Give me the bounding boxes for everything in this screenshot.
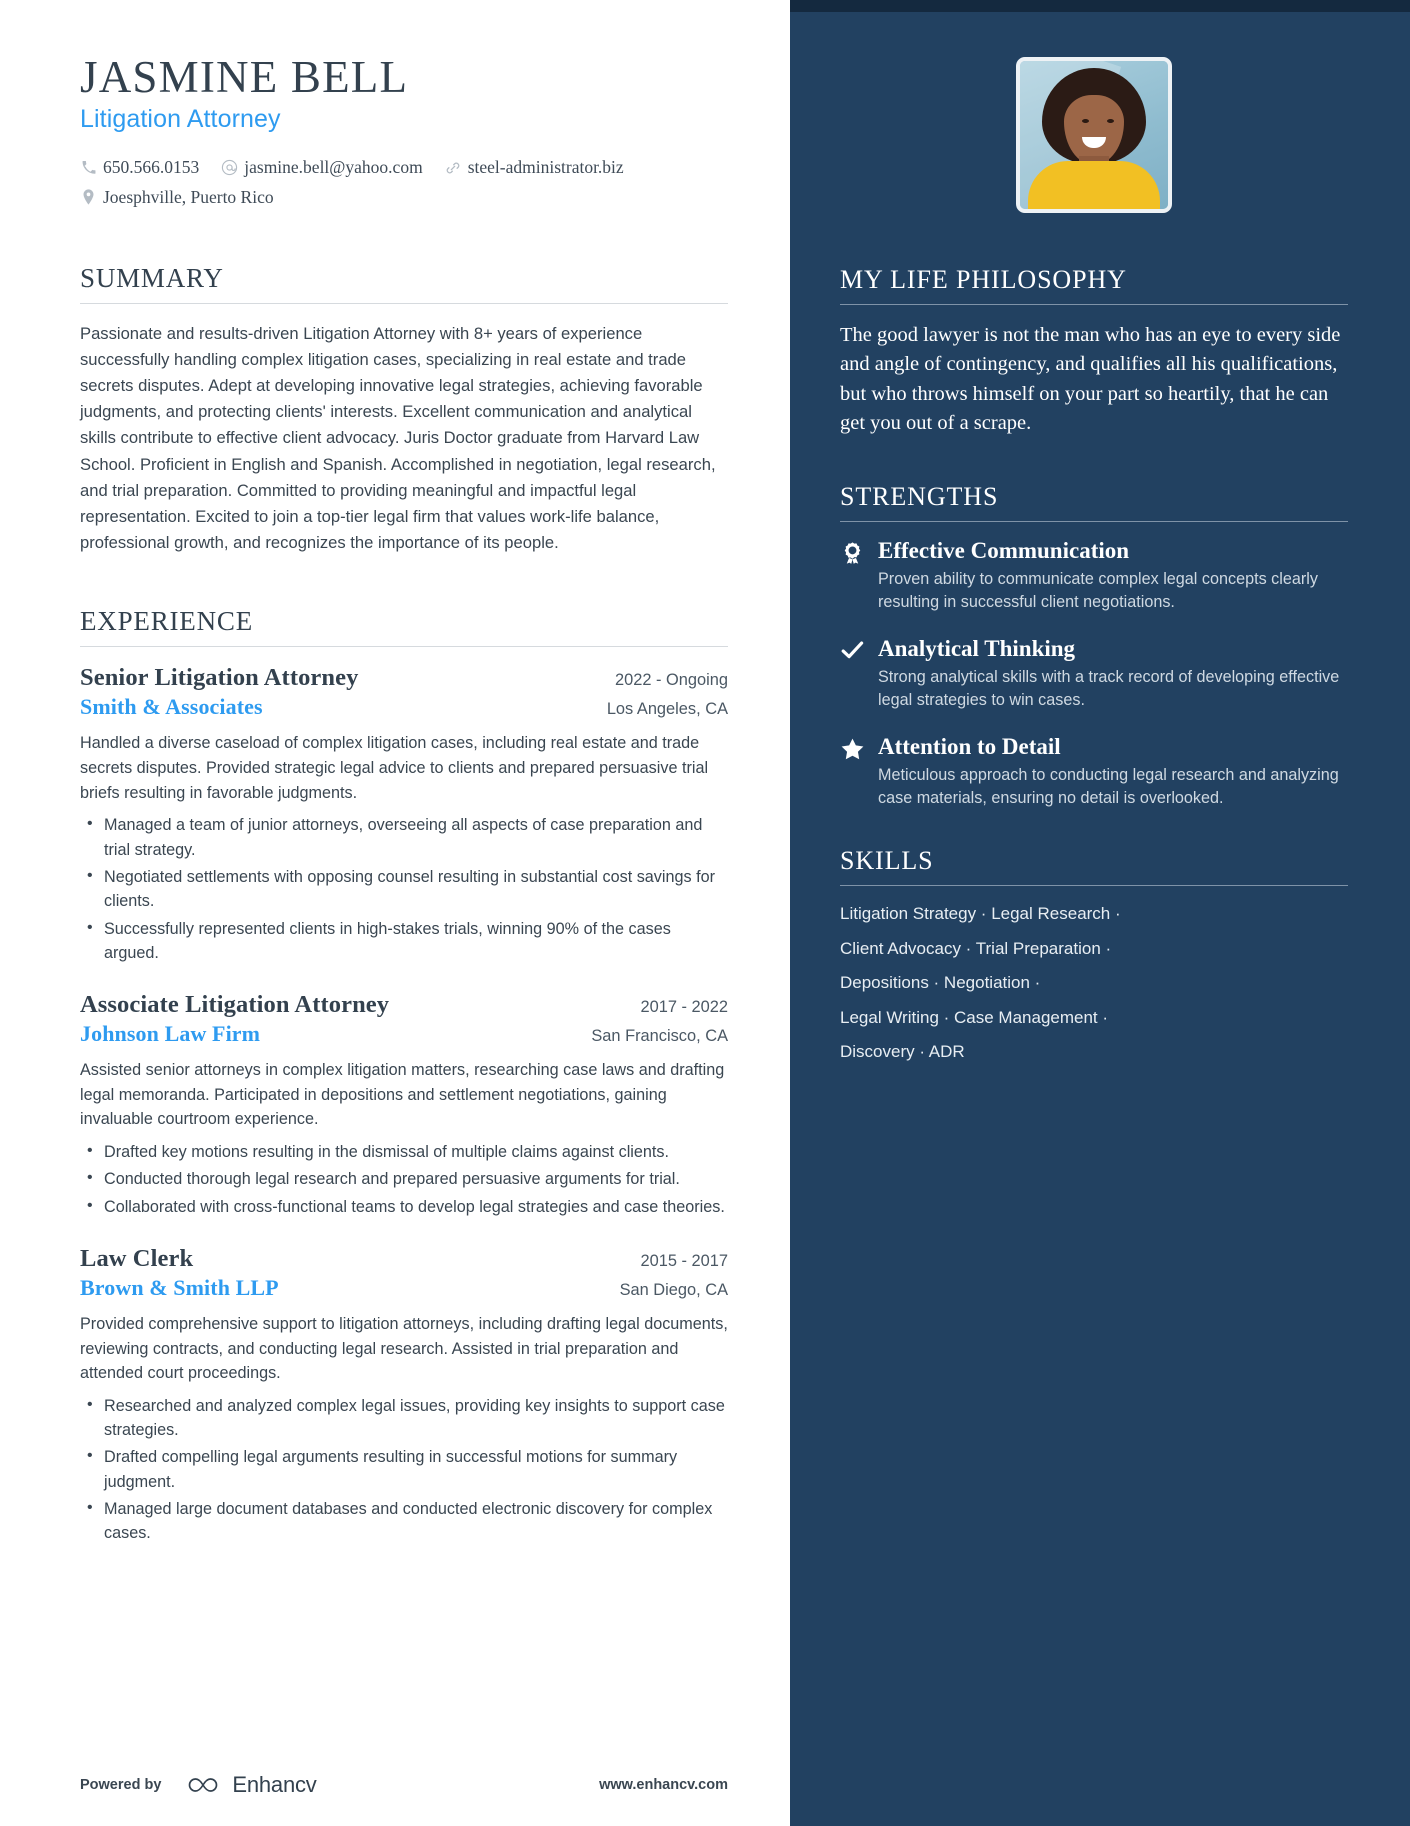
strengths-divider xyxy=(840,521,1348,522)
contact-phone[interactable] xyxy=(80,154,199,181)
strengths-section xyxy=(840,482,1348,810)
experience-item-top xyxy=(80,1245,728,1273)
infinity-logo-icon xyxy=(183,1775,223,1795)
experience-description: Handled a diverse caseload of complex litigation cases, including real estate and trade secrets disputes. Provided strategic legal advice to clients and prepared persuasive trial briefs resulting in favorable judgments. xyxy=(80,734,709,802)
experience-description: Provided comprehensive support to litigation attorneys, including drafting legal documents, reviewing contracts, and conducting legal research. Assisted in trial preparation and attended court proceedings. xyxy=(80,1314,728,1383)
experience-role: Associate Litigation Attorney xyxy=(80,991,390,1019)
star-icon xyxy=(840,734,864,760)
contact-email-text: jasmine.bell@yahoo.com xyxy=(244,157,423,178)
philosophy-divider xyxy=(840,304,1348,305)
experience-role: Senior Litigation Attorney xyxy=(80,664,359,692)
experience-item xyxy=(80,664,728,965)
experience-divider xyxy=(80,646,728,647)
skills-heading: SKILLS xyxy=(840,846,934,876)
experience-item xyxy=(80,991,728,1219)
summary-divider xyxy=(80,303,728,304)
checkmark-icon xyxy=(840,636,864,660)
strength-description: Proven ability to communicate complex legal concepts clearly resulting in successful client negotiations. xyxy=(878,570,1318,612)
philosophy-quote: The good lawyer is not the man who has an eye to every side and angle of contingency, and qualifies all his qualifications, but who throws himself on your part so heartily, that he can get you out of a scrape. xyxy=(840,324,1341,434)
enhancv-brand[interactable] xyxy=(183,1772,316,1798)
page-title: JASMINE BELL xyxy=(80,52,409,102)
list-item: • Researched and analyzed complex legal issues, providing key insights to support case strategies. xyxy=(80,1394,728,1443)
skills-divider xyxy=(840,885,1348,886)
list-item: • Negotiated settlements with opposing counsel resulting in substantial cost savings for clients. xyxy=(80,865,728,914)
experience-section xyxy=(80,606,728,1545)
list-item: • Managed large document databases and conducted electronic discovery for complex cases. xyxy=(80,1497,728,1546)
avatar-eye-left xyxy=(1082,119,1089,123)
experience-item xyxy=(80,1245,728,1546)
footer-url[interactable]: www.enhancv.com xyxy=(599,1777,728,1793)
avatar-sweater xyxy=(1028,161,1160,209)
brand-name: Enhancv xyxy=(232,1772,317,1797)
skills-line: Depositions · Negotiation · xyxy=(840,973,1041,993)
email-icon xyxy=(221,159,238,176)
experience-description: Assisted senior attorneys in complex litigation matters, researching case laws and drafting legal memoranda. Participated in depositions and settlement negotiations, gaining invaluable courtroom experience. xyxy=(80,1061,725,1129)
professional-title: Litigation Attorney xyxy=(80,105,281,134)
contact-email[interactable] xyxy=(221,154,422,181)
experience-item-mid xyxy=(80,694,728,720)
strength-head xyxy=(840,636,1348,662)
skills-line: Client Advocacy · Trial Preparation · xyxy=(840,938,1112,958)
contact-location-text: Joesphville, Puerto Rico xyxy=(103,186,274,207)
contact-website[interactable] xyxy=(445,154,624,181)
strengths-heading: STRENGTHS xyxy=(840,482,999,512)
experience-company[interactable]: Johnson Law Firm xyxy=(80,1021,261,1047)
footer-left xyxy=(80,1772,317,1798)
strength-title: Analytical Thinking xyxy=(878,636,1076,662)
contact-row xyxy=(80,154,728,181)
strength-head xyxy=(840,538,1348,564)
experience-location: San Francisco, CA xyxy=(591,1027,728,1046)
strength-head xyxy=(840,734,1348,760)
summary-heading: SUMMARY xyxy=(80,262,224,293)
list-item: • Managed a team of junior attorneys, overseeing all aspects of case preparation and trial strategy. xyxy=(80,813,728,862)
experience-item-top xyxy=(80,664,728,692)
experience-role: Law Clerk xyxy=(80,1244,194,1272)
experience-dates: 2017 - 2022 xyxy=(640,998,728,1017)
strength-item xyxy=(840,636,1348,712)
philosophy-section xyxy=(840,265,1348,438)
skills-list xyxy=(840,902,1348,1063)
location-pin-icon xyxy=(80,189,97,205)
skills-line: Legal Writing · Case Management · xyxy=(840,1007,1109,1027)
experience-item-top xyxy=(80,991,728,1019)
contact-website-text: steel-administrator.biz xyxy=(467,157,624,178)
experience-item-mid xyxy=(80,1021,728,1047)
skills-line: Discovery · ADR xyxy=(840,1042,965,1062)
experience-heading: EXPERIENCE xyxy=(80,606,253,637)
link-icon xyxy=(445,160,462,176)
strength-description: Meticulous approach to conducting legal research and analyzing case materials, ensuring no detail is overlooked. xyxy=(878,766,1339,808)
contact-location xyxy=(80,184,274,211)
experience-bullets xyxy=(80,813,728,965)
experience-bullets xyxy=(80,1394,728,1546)
strength-item xyxy=(840,734,1348,810)
experience-company[interactable]: Smith & Associates xyxy=(80,694,263,720)
avatar xyxy=(1016,57,1172,213)
sidebar xyxy=(790,0,1410,1826)
experience-location: Los Angeles, CA xyxy=(606,700,728,719)
award-ribbon-icon xyxy=(840,538,864,564)
strength-item xyxy=(840,538,1348,614)
experience-bullets xyxy=(80,1140,728,1219)
list-item: • Drafted key motions resulting in the dismissal of multiple claims against clients. xyxy=(80,1140,728,1164)
list-item: • Collaborated with cross-functional teams to develop legal strategies and case theories. xyxy=(80,1195,728,1219)
skills-line: Litigation Strategy · Legal Research · xyxy=(840,904,1121,924)
avatar-wrap xyxy=(840,57,1348,213)
strength-description: Strong analytical skills with a track record of developing effective legal strategies to win cases. xyxy=(878,668,1340,710)
experience-dates: 2022 - Ongoing xyxy=(615,671,728,690)
summary-section xyxy=(80,263,728,557)
footer xyxy=(80,1772,728,1798)
skills-section xyxy=(840,846,1348,1063)
strength-title: Effective Communication xyxy=(878,538,1130,564)
experience-item-mid xyxy=(80,1275,728,1301)
list-item: • Successfully represented clients in high-stakes trials, winning 90% of the cases argued. xyxy=(80,917,728,966)
powered-by-label: Powered by xyxy=(80,1777,162,1793)
summary-text: Passionate and results-driven Litigation Attorney with 8+ years of experience successfully handling complex litigation cases, specializing in real estate and trade secrets disputes. Adept at developing innovative legal strategies, achieving favorable judgments, and protecting clients' interests. Excellent communication and analytical skills contribute to effective client advocacy. Juris Doctor graduate from Harvard Law School. Proficient in English and Spanish. Accomplished in negotiation, legal research, and trial preparation. Committed to providing meaningful and impactful legal representation. Excited to join a top-tier legal firm that values work-life balance, professional growth, and recognizes the importance of its people. xyxy=(80,323,716,553)
avatar-eye-right xyxy=(1107,119,1114,123)
experience-location: San Diego, CA xyxy=(619,1280,728,1299)
list-item: • Conducted thorough legal research and prepared persuasive arguments for trial. xyxy=(80,1167,728,1191)
contact-phone-text: 650.566.0153 xyxy=(103,157,200,178)
list-item: • Drafted compelling legal arguments resulting in successful motions for summary judgment. xyxy=(80,1445,728,1494)
strength-title: Attention to Detail xyxy=(878,734,1061,760)
phone-icon xyxy=(80,161,97,175)
philosophy-heading: MY LIFE PHILOSOPHY xyxy=(840,265,1127,294)
experience-company[interactable]: Brown & Smith LLP xyxy=(80,1274,279,1300)
experience-dates: 2015 - 2017 xyxy=(640,1251,728,1270)
contact-location-row xyxy=(80,184,728,211)
